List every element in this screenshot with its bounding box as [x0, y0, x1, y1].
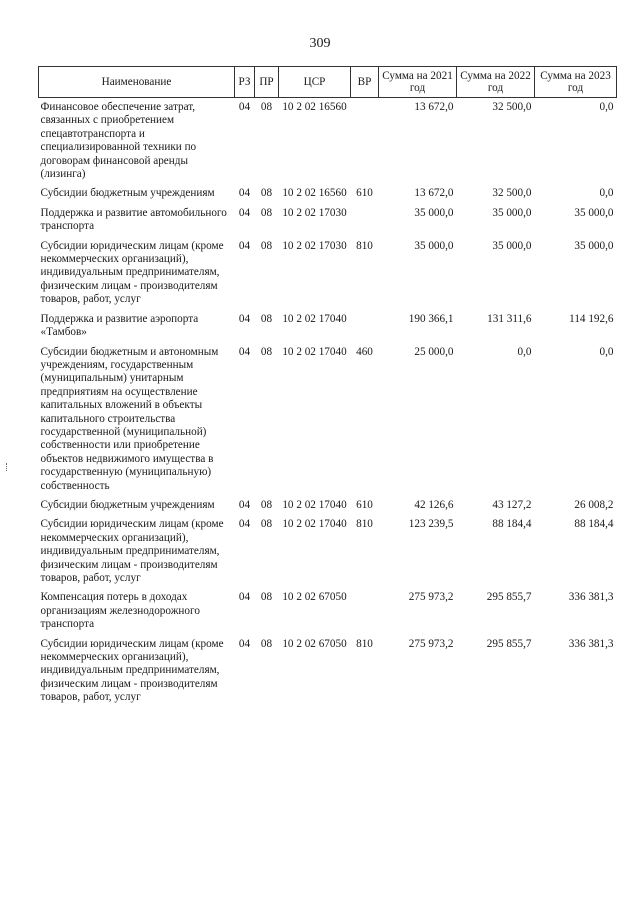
row-csr: 10 2 02 16560 [282, 101, 347, 113]
row-sum-2021: 35 000,0 [414, 239, 454, 252]
row-sum-2021: 35 000,0 [414, 206, 454, 219]
row-csr: 10 2 02 17040 [282, 498, 347, 511]
row-sum-2023: 336 381,3 [568, 637, 614, 650]
header-sum-2023: Сумма на 2023 год [535, 67, 617, 98]
row-vr [351, 98, 379, 182]
table-row [39, 98, 617, 182]
row-csr: 10 2 02 16560 [282, 187, 347, 200]
row-pr: 08 [260, 206, 273, 219]
row-name: Субсидии бюджетным учреждениям [40, 498, 215, 511]
row-rz: 04 [238, 312, 251, 325]
header-sum-2022: Сумма на 2022 год [457, 67, 535, 98]
table-row [39, 585, 617, 631]
row-pr: 08 [260, 239, 273, 252]
row-sum-2022: 295 855,7 [486, 591, 532, 604]
row-sum-2021: 13 672,0 [414, 187, 454, 200]
row-sum-2021: 275 973,2 [408, 637, 454, 650]
row-csr: 10 2 02 17040 [282, 518, 347, 531]
row-pr: 08 [260, 312, 273, 325]
row-pr: 08 [260, 187, 273, 200]
row-sum-2023: 35 000,0 [574, 239, 614, 252]
row-vr: 460 [356, 345, 373, 358]
row-rz: 04 [238, 206, 251, 219]
row-rz: 04 [238, 239, 251, 252]
row-csr: 10 2 02 17040 [282, 312, 347, 325]
row-csr: 10 2 02 17030 [282, 239, 347, 252]
row-sum-2023: 88 184,4 [574, 518, 614, 531]
row-sum-2021: 42 126,6 [414, 498, 454, 511]
table-header [39, 67, 617, 98]
row-vr [351, 201, 379, 234]
margin-mark [6, 463, 9, 471]
row-vr: 810 [356, 518, 373, 531]
row-sum-2022: 32 500,0 [492, 101, 532, 113]
row-rz: 04 [238, 637, 251, 650]
row-sum-2021: 123 239,5 [408, 518, 454, 531]
row-sum-2023: 0,0 [599, 187, 614, 200]
table-row [39, 307, 617, 340]
header-pr: ПР [255, 67, 279, 98]
budget-table [38, 66, 617, 705]
row-csr: 10 2 02 17030 [282, 206, 347, 219]
table-row [39, 512, 617, 585]
row-sum-2022: 35 000,0 [492, 206, 532, 219]
row-pr: 08 [260, 637, 273, 650]
row-rz: 04 [238, 498, 251, 511]
row-name: Субсидии юридическим лицам (кроме некоммерческих организаций), индивидуальным предпринимателям, физическим лицам - производителям товаров, работ, услуг [40, 518, 224, 584]
table-row [39, 181, 617, 200]
row-rz: 04 [238, 187, 251, 200]
row-sum-2023: 336 381,3 [568, 591, 614, 604]
row-name: Финансовое обеспечение затрат, связанных с приобретением спецавтотранспорта и специализированной техники по договорам финансовой аренды (лизинга) [40, 101, 197, 181]
row-sum-2023: 26 008,2 [574, 498, 614, 511]
row-pr: 08 [260, 591, 273, 604]
row-sum-2022: 32 500,0 [492, 187, 532, 200]
table-row [39, 632, 617, 705]
header-vr: ВР [351, 67, 379, 98]
row-vr: 810 [356, 637, 373, 650]
row-csr: 10 2 02 67050 [282, 591, 347, 604]
row-sum-2023: 35 000,0 [574, 206, 614, 219]
header-csr: ЦСР [279, 67, 351, 98]
row-name: Субсидии юридическим лицам (кроме некоммерческих организаций), индивидуальным предпринимателям, физическим лицам - производителям товаров, работ, услуг [40, 239, 224, 306]
row-sum-2021: 190 366,1 [408, 312, 454, 325]
row-sum-2021: 25 000,0 [414, 345, 454, 358]
row-vr [351, 585, 379, 631]
row-sum-2022: 43 127,2 [492, 498, 532, 511]
row-name: Субсидии бюджетным и автономным учреждениям, государственным (муниципальным) унитарным предприятиям на осуществление капитальных вложений в объекты капитального строительства государственной (муниципальной) собственности или приобретение объектов недвижимого имущества в государственную (муниципальную) собственность [40, 345, 219, 492]
row-vr: 610 [356, 187, 373, 200]
row-sum-2021: 13 672,0 [414, 101, 454, 113]
row-vr: 610 [356, 498, 373, 511]
row-sum-2022: 0,0 [517, 345, 532, 358]
page-number: 309 [309, 36, 331, 51]
row-sum-2022: 295 855,7 [486, 637, 532, 650]
row-sum-2021: 275 973,2 [408, 591, 454, 604]
header-sum-2021: Сумма на 2021 год [379, 67, 457, 98]
row-name: Поддержка и развитие аэропорта «Тамбов» [40, 312, 199, 339]
row-pr: 08 [260, 498, 273, 511]
row-csr: 10 2 02 17040 [282, 345, 347, 358]
row-rz: 04 [238, 591, 251, 604]
row-rz: 04 [238, 101, 251, 113]
table-body [39, 98, 617, 705]
row-pr: 08 [260, 101, 273, 113]
header-name: Наименование [39, 67, 235, 98]
table-row [39, 493, 617, 512]
row-csr: 10 2 02 67050 [282, 637, 347, 650]
row-name: Субсидии бюджетным учреждениям [40, 187, 215, 200]
row-name: Компенсация потерь в доходах организациям железнодорожного транспорта [40, 591, 200, 631]
table-row [39, 234, 617, 307]
row-name: Субсидии юридическим лицам (кроме некоммерческих организаций), индивидуальным предпринимателям, физическим лицам - производителям товаров, работ, услуг [40, 637, 224, 704]
table-row [39, 340, 617, 493]
row-sum-2023: 114 192,6 [569, 312, 614, 325]
row-vr: 810 [356, 239, 373, 252]
row-name: Поддержка и развитие автомобильного транспорта [40, 206, 227, 233]
row-sum-2022: 35 000,0 [492, 239, 532, 252]
row-sum-2023: 0,0 [599, 101, 614, 113]
row-rz: 04 [238, 518, 251, 531]
table-row [39, 201, 617, 234]
row-pr: 08 [260, 518, 273, 531]
row-sum-2022: 88 184,4 [492, 518, 532, 531]
row-rz: 04 [238, 345, 251, 358]
row-pr: 08 [260, 345, 273, 358]
row-sum-2022: 131 311,6 [487, 312, 532, 325]
row-vr [351, 307, 379, 340]
header-rz: РЗ [235, 67, 255, 98]
row-sum-2023: 0,0 [599, 345, 614, 358]
